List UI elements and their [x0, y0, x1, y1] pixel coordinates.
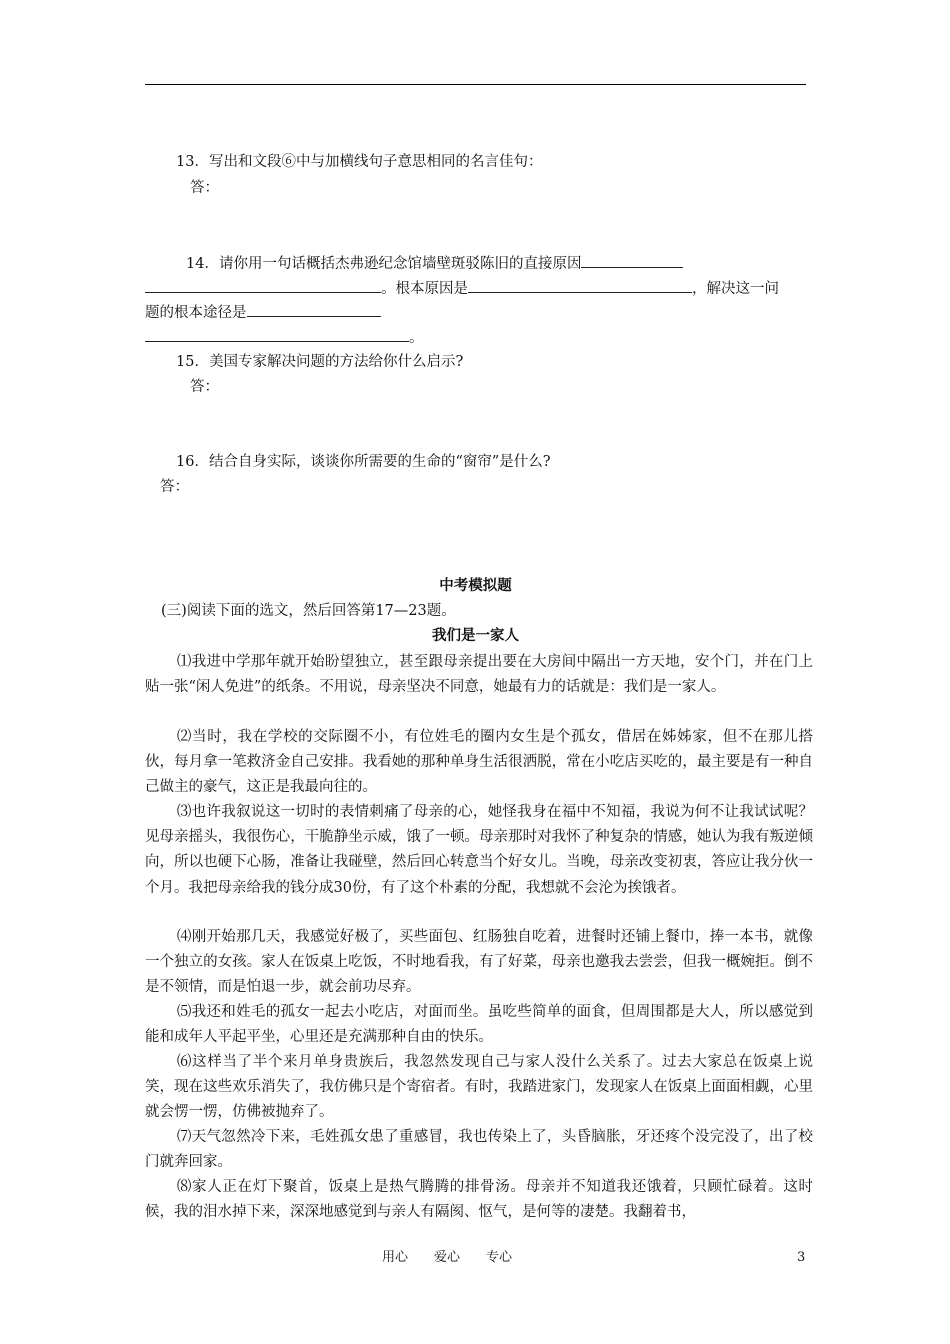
answer-blank[interactable]	[581, 252, 683, 268]
question-14-part1: 14．请你用一句话概括杰弗逊纪念馆墙壁斑驳陈旧的直接原因	[186, 256, 582, 272]
answer-blank[interactable]	[468, 277, 692, 293]
paragraph-1: ⑴我进中学那年就开始盼望独立，甚至跟母亲提出要在大房间中隔出一方天地，安个门，并在门上贴一张“闲人免进”的纸条。不用说，母亲坚决不同意，她最有力的话就是：我们是一家人。	[145, 654, 813, 696]
question-14	[186, 252, 683, 274]
paragraph-8: ⑻家人正在灯下聚首，饭桌上是热气腾腾的排骨汤。母亲并不知道我还饿着，只顾忙碌着。这时候，我的泪水掉下来，深深地感觉到与亲人有隔阂、怄气，是何等的凄楚。我翻着书，	[145, 1179, 813, 1221]
question-15: 15．美国专家解决问题的方法给你什么启示?	[176, 354, 464, 370]
paragraph-5: ⑸我还和姓毛的孤女一起去小吃店，对面而坐。虽吃些简单的面食，但周围都是大人，所以感觉到能和成年人平起平坐，心里还是充满那种自由的快乐。	[145, 1004, 813, 1046]
question-14-line4	[145, 326, 424, 348]
answer-blank[interactable]	[145, 277, 381, 293]
answer-blank[interactable]	[247, 301, 381, 317]
question-14-end: 。	[409, 330, 424, 346]
article-title: 我们是一家人	[432, 628, 519, 644]
paragraph-2: ⑵当时，我在学校的交际圈不小，有位姓毛的圈内女生是个孤女，借居在姊姊家，但不在那儿搭伙，每月拿一笔救济金自己安排。我看她的那种单身生活很洒脱，常在小吃店买吃的，最主要是有一种自己做主的豪气，这正是我最向往的。	[145, 729, 813, 796]
question-14-part3: ，解决这一问	[692, 281, 779, 297]
paragraph-3: ⑶也许我叙说这一切时的表情刺痛了母亲的心，她怪我身在福中不知福，我说为何不让我试试呢？见母亲摇头，我很伤心，干脆静坐示威，饿了一顿。母亲那时对我怀了种复杂的情感，她认为我有叛逆倾向，所以也硬下心肠，准备让我碰壁，然后回心转意当个好女儿。当晚，母亲改变初衷，答应让我分伙一个月。我把母亲给我的钱分成30份，有了这个朴素的分配，我想就不会沦为挨饿者。	[145, 804, 813, 896]
paragraph-7: ⑺天气忽然冷下来，毛姓孤女患了重感冒，我也传染上了，头昏脑胀，牙还疼个没完没了，出了校门就奔回家。	[145, 1129, 813, 1171]
answer-label-16: 答：	[160, 479, 189, 495]
section-intro: (三)阅读下面的选文，然后回答第17—23题。	[161, 603, 456, 619]
page-number: 3	[797, 1250, 806, 1265]
answer-label-15: 答：	[190, 379, 219, 395]
question-16: 16．结合自身实际，谈谈你所需要的生命的“窗帘”是什么?	[176, 454, 551, 470]
question-13: 13．写出和文段⑥中与加横线句子意思相同的名言佳句：	[176, 154, 543, 170]
answer-blank[interactable]	[145, 326, 409, 342]
header-rule	[145, 84, 806, 85]
question-14-part4: 题的根本途径是	[145, 305, 247, 321]
question-14-part2: 。根本原因是	[381, 281, 468, 297]
question-14-line3	[145, 301, 381, 323]
paragraph-4: ⑷刚开始那几天，我感觉好极了，买些面包、红肠独自吃着，进餐时还铺上餐巾，捧一本书，就像一个独立的女孩。家人在饭桌上吃饭，不时地看我，有了好菜，母亲也邀我去尝尝，但我一概婉拒。倒不是不领情，而是怕退一步，就会前功尽弃。	[145, 929, 813, 996]
question-14-line2	[145, 277, 779, 299]
paragraph-6: ⑹这样当了半个来月单身贵族后，我忽然发现自己与家人没什么关系了。过去大家总在饭桌上说笑，现在这些欢乐消失了，我仿佛只是个寄宿者。有时，我踏进家门，发现家人在饭桌上面面相觑，心里就会愣一愣，仿佛被抛弃了。	[145, 1054, 813, 1121]
answer-label-13: 答：	[190, 180, 219, 196]
footer-motto: 用心 爱心 专心	[382, 1250, 513, 1265]
section-title: 中考模拟题	[439, 578, 512, 594]
